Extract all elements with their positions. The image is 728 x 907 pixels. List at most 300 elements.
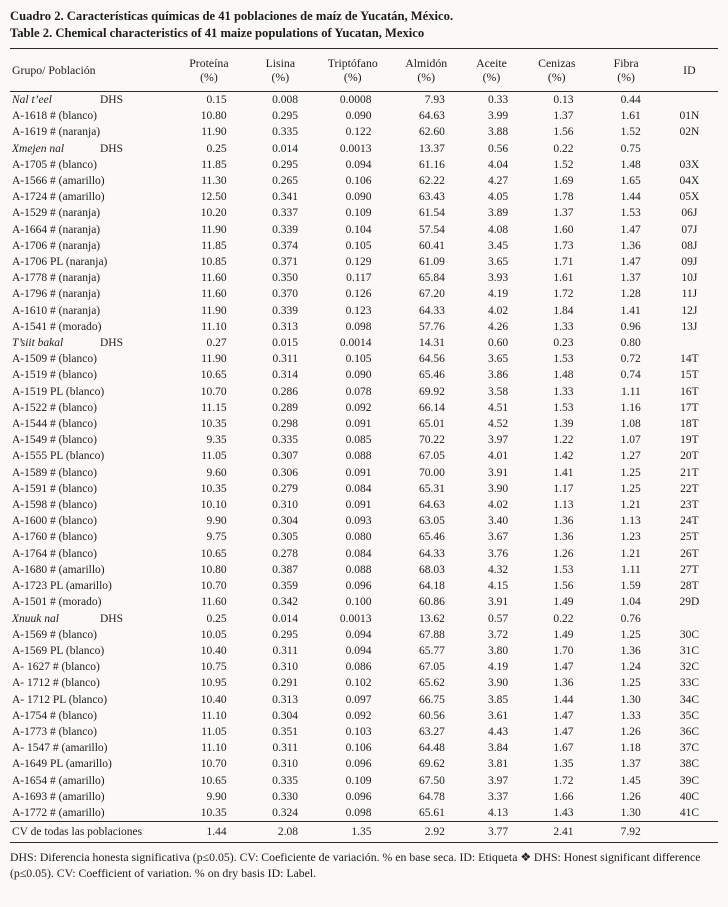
cell-fibra: 1.28 — [620, 288, 641, 301]
cell-aceite: 3.80 — [487, 644, 509, 657]
column-unit: (%) — [547, 70, 566, 84]
cell-population — [10, 92, 171, 109]
cell-fibra: 0.80 — [620, 337, 641, 350]
cell-id: 18T — [680, 418, 699, 431]
cell-id: 41C — [679, 806, 699, 819]
cell-almidon: 62.22 — [419, 175, 445, 188]
cell-almidon: 65.01 — [419, 418, 445, 431]
cell-almidon: 67.50 — [419, 774, 445, 787]
cell-id — [661, 822, 718, 843]
cell-id: 15T — [680, 369, 699, 382]
cell-triptofano: 0.106 — [345, 742, 372, 755]
title-block — [10, 8, 718, 42]
table-row — [10, 756, 718, 772]
cell-lisina: 0.304 — [272, 709, 298, 722]
cell-aceite: 3.97 — [487, 434, 509, 447]
cell-lisina: 0.295 — [272, 110, 298, 123]
cell-aceite: 3.65 — [487, 353, 509, 366]
group-name: T’siit bakal — [12, 337, 64, 350]
column-label: Aceite — [476, 56, 507, 70]
table-row — [10, 222, 718, 238]
cell-id: 29D — [679, 596, 700, 609]
cell-population: A-1591 # (blanco) — [12, 482, 97, 495]
table-row — [10, 173, 718, 189]
cell-triptofano: 0.091 — [345, 466, 372, 479]
cell-lisina: 0.008 — [272, 94, 298, 106]
cell-fibra: 1.23 — [620, 531, 641, 544]
cell-id: 19T — [680, 434, 699, 447]
cell-id: 27T — [680, 563, 699, 576]
cell-fibra: 1.59 — [620, 580, 641, 593]
cell-cenizas: 1.47 — [553, 661, 574, 674]
table-row — [10, 384, 718, 400]
cell-population: A- 1627 # (blanco) — [12, 661, 100, 674]
cell-fibra: 7.92 — [620, 826, 641, 839]
cell-proteina: 11.60 — [201, 596, 227, 609]
cell-population: A-1600 # (blanco) — [12, 515, 97, 528]
cell-almidon: 70.22 — [419, 434, 445, 447]
cell-cenizas: 1.37 — [553, 207, 574, 220]
column-unit: (%) — [271, 70, 290, 84]
cell-triptofano: 0.078 — [345, 385, 372, 398]
cell-cenizas: 1.84 — [553, 304, 574, 317]
group-name: Xnuuk nal — [12, 612, 59, 625]
cell-triptofano: 0.091 — [345, 418, 372, 431]
cell-cenizas: 1.35 — [553, 758, 574, 771]
cell-fibra: 1.33 — [620, 709, 641, 722]
cell-proteina: 0.27 — [206, 337, 227, 350]
cell-triptofano: 0.091 — [345, 499, 372, 512]
cell-proteina: 10.80 — [200, 110, 227, 123]
cell-lisina: 0.370 — [272, 288, 298, 301]
cell-cenizas: 1.39 — [553, 418, 574, 431]
cell-lisina: 0.265 — [272, 175, 298, 188]
group-dhs-row — [10, 611, 718, 627]
cell-population: A-1654 # (amarillo) — [12, 774, 105, 787]
cell-aceite: 3.86 — [487, 369, 509, 382]
table-row — [10, 513, 718, 529]
cell-aceite: 4.02 — [487, 499, 509, 512]
cell-fibra: 1.37 — [620, 272, 641, 285]
table-title-spanish: Cuadro 2. Características químicas de 41 poblaciones de maíz de Yucatán, México. — [10, 9, 454, 23]
cell-fibra: 1.21 — [620, 499, 641, 512]
cell-population: A-1723 PL (amarillo) — [12, 580, 112, 593]
cell-lisina: 2.08 — [277, 826, 298, 839]
cell-fibra: 1.27 — [620, 450, 641, 463]
cell-population: A-1706 PL (naranja) — [12, 256, 108, 269]
cell-cenizas: 1.36 — [553, 531, 574, 544]
cell-cenizas: 1.56 — [553, 580, 574, 593]
cell-triptofano: 0.0008 — [339, 94, 372, 106]
cell-triptofano: 0.086 — [345, 661, 372, 674]
cell-almidon: 67.05 — [419, 661, 445, 674]
cell-id: 33C — [679, 677, 699, 690]
cell-almidon: 70.00 — [419, 466, 445, 479]
cell-aceite: 0.57 — [487, 612, 509, 625]
cell-triptofano: 0.098 — [345, 806, 372, 819]
cell-cenizas: 1.37 — [553, 110, 574, 123]
cell-almidon: 64.33 — [419, 547, 445, 560]
cell-almidon: 64.63 — [419, 499, 445, 512]
cell-aceite: 3.76 — [487, 547, 509, 560]
dhs-label: DHS — [100, 94, 124, 106]
cell-cenizas: 1.33 — [553, 320, 574, 333]
cell-fibra: 1.25 — [620, 628, 641, 641]
cell-almidon: 67.20 — [419, 288, 445, 301]
cell-aceite: 3.99 — [487, 110, 509, 123]
column-unit: (%) — [482, 70, 501, 84]
cell-lisina: 0.335 — [272, 434, 298, 447]
cell-cenizas: 1.36 — [553, 677, 574, 690]
cell-aceite: 3.40 — [487, 515, 509, 528]
column-label: Triptófano — [327, 56, 378, 70]
cell-triptofano: 0.080 — [345, 531, 372, 544]
cell-almidon: 69.92 — [419, 385, 445, 398]
cell-proteina: 11.05 — [201, 725, 227, 738]
cell-lisina: 0.330 — [272, 790, 298, 803]
cell-triptofano: 0.094 — [345, 644, 372, 657]
cell-triptofano: 0.090 — [345, 369, 372, 382]
cell-cenizas: 1.41 — [553, 466, 574, 479]
group-dhs-row — [10, 92, 718, 109]
table-row — [10, 594, 718, 610]
cell-cenizas: 1.48 — [553, 369, 574, 382]
cell-id: 09J — [681, 256, 698, 269]
cell-almidon: 69.62 — [419, 758, 445, 771]
cell-almidon: 64.33 — [419, 304, 445, 317]
table-row — [10, 189, 718, 205]
cell-aceite: 3.84 — [487, 742, 509, 755]
column-label: Cenizas — [538, 56, 576, 70]
cell-id: 07J — [681, 223, 698, 236]
cell-population: A- 1712 # (blanco) — [12, 677, 100, 690]
cell-almidon: 61.54 — [419, 207, 445, 220]
cell-population: A-1509 # (blanco) — [12, 353, 97, 366]
cell-id — [661, 92, 718, 109]
cell-id: 10J — [681, 272, 698, 285]
cell-lisina: 0.311 — [272, 353, 298, 366]
cell-fibra: 1.21 — [620, 547, 641, 560]
cell-lisina: 0.305 — [272, 531, 298, 544]
table-row — [10, 124, 718, 140]
cell-triptofano: 0.084 — [345, 547, 372, 560]
cell-id: 02N — [679, 126, 700, 139]
table-row — [10, 205, 718, 221]
cell-population: A-1619 # (naranja) — [12, 126, 101, 139]
cell-almidon: 57.54 — [419, 223, 445, 236]
table-row — [10, 351, 718, 367]
table-row — [10, 675, 718, 691]
cell-fibra: 0.74 — [620, 369, 641, 382]
cell-aceite: 3.81 — [487, 758, 509, 771]
cell-id: 08J — [681, 239, 698, 252]
cell-fibra: 1.08 — [620, 418, 641, 431]
cell-proteina: 10.75 — [200, 661, 227, 674]
cell-lisina: 0.014 — [272, 612, 298, 625]
cell-proteina: 9.90 — [206, 790, 227, 803]
table-row — [10, 529, 718, 545]
cell-cenizas: 1.66 — [553, 790, 574, 803]
table-row — [10, 692, 718, 708]
column-header-aceite — [461, 49, 522, 92]
cell-fibra: 1.41 — [620, 304, 641, 317]
table-row — [10, 303, 718, 319]
cell-id: 20T — [680, 450, 699, 463]
group-name: Nal t’eel — [12, 94, 52, 106]
cell-population: A-1618 # (blanco) — [12, 110, 97, 123]
cell-proteina: 10.05 — [200, 628, 227, 641]
cell-proteina: 9.60 — [206, 466, 227, 479]
cell-proteina: 10.35 — [200, 806, 227, 819]
table-row — [10, 416, 718, 432]
cell-almidon: 64.63 — [419, 110, 445, 123]
cell-almidon: 61.09 — [419, 256, 445, 269]
cell-id: 37C — [679, 742, 699, 755]
cell-population: A-1772 # (amarillo) — [12, 806, 105, 819]
cell-almidon: 13.62 — [419, 612, 445, 625]
table-row — [10, 773, 718, 789]
cell-id: 31C — [679, 644, 699, 657]
cell-fibra: 1.26 — [620, 725, 641, 738]
cell-aceite: 4.05 — [487, 191, 509, 204]
cell-cenizas: 1.69 — [553, 175, 574, 188]
column-unit: (%) — [200, 70, 218, 84]
cell-triptofano: 0.092 — [345, 401, 372, 414]
cell-id: 12J — [681, 304, 698, 317]
cell-cenizas: 2.41 — [553, 826, 574, 839]
cell-population: A-1589 # (blanco) — [12, 466, 97, 479]
cell-triptofano: 0.0014 — [339, 337, 372, 350]
cell-lisina: 0.371 — [272, 256, 298, 269]
cell-triptofano: 0.126 — [345, 288, 372, 301]
cell-population: A-1773 # (blanco) — [12, 725, 97, 738]
cell-proteina: 11.60 — [201, 272, 227, 285]
cell-proteina: 10.65 — [200, 369, 227, 382]
cell-aceite: 4.13 — [487, 806, 509, 819]
cell-population: A-1664 # (naranja) — [12, 223, 101, 236]
cell-triptofano: 0.092 — [345, 709, 372, 722]
cell-almidon: 61.16 — [419, 158, 445, 171]
cell-triptofano: 0.088 — [345, 450, 372, 463]
cell-triptofano: 0.109 — [345, 207, 372, 220]
cell-aceite: 4.04 — [487, 158, 509, 171]
cell-almidon: 7.93 — [424, 94, 445, 106]
column-label: Grupo/ Población — [12, 63, 96, 77]
column-label: Almidón — [405, 56, 448, 70]
cell-population: A-1501 # (morado) — [12, 596, 102, 609]
cell-fibra: 1.45 — [620, 774, 641, 787]
cell-proteina: 10.80 — [200, 563, 227, 576]
cell-population: A- 1547 # (amarillo) — [12, 742, 108, 755]
cell-cenizas: 0.22 — [553, 612, 574, 625]
table-row — [10, 562, 718, 578]
cell-aceite: 4.19 — [487, 661, 509, 674]
cell-lisina: 0.324 — [272, 806, 298, 819]
column-header-almidon — [392, 49, 461, 92]
cell-almidon: 67.05 — [419, 450, 445, 463]
table-row — [10, 254, 718, 270]
cell-fibra: 1.07 — [620, 434, 641, 447]
cell-aceite: 4.27 — [487, 175, 509, 188]
cell-cenizas: 1.13 — [553, 499, 574, 512]
cell-aceite: 3.67 — [487, 531, 509, 544]
table-row — [10, 432, 718, 448]
cell-population — [10, 335, 171, 351]
cell-lisina: 0.350 — [272, 272, 298, 285]
cell-proteina: 10.10 — [200, 499, 227, 512]
cell-proteina: 11.60 — [201, 288, 227, 301]
cell-cenizas: 1.73 — [553, 239, 574, 252]
cell-cenizas: 0.23 — [553, 337, 574, 350]
cell-fibra: 1.44 — [620, 191, 641, 204]
cell-cenizas: 1.43 — [553, 806, 574, 819]
header-row — [10, 49, 718, 92]
cell-fibra: 1.26 — [620, 790, 641, 803]
cell-id: 14T — [680, 353, 699, 366]
cell-population: A-1764 # (blanco) — [12, 547, 97, 560]
cell-aceite: 3.89 — [487, 207, 509, 220]
table-row — [10, 708, 718, 724]
cell-id: 04X — [679, 175, 700, 188]
cell-cenizas: 1.22 — [553, 434, 574, 447]
cell-id: 01N — [679, 110, 700, 123]
cell-aceite: 3.61 — [487, 709, 509, 722]
cell-id: 17T — [680, 401, 699, 414]
cell-lisina: 0.337 — [272, 207, 298, 220]
cell-aceite: 3.65 — [487, 256, 509, 269]
cell-lisina: 0.342 — [272, 596, 298, 609]
table-row — [10, 481, 718, 497]
cell-fibra: 1.61 — [620, 110, 641, 123]
cell-cenizas: 1.53 — [553, 353, 574, 366]
cell-lisina: 0.359 — [272, 580, 298, 593]
cell-lisina: 0.313 — [272, 693, 298, 706]
cell-triptofano: 0.0013 — [339, 142, 372, 155]
cell-population: A-1569 PL (blanco) — [12, 644, 105, 657]
cell-aceite: 3.88 — [487, 126, 509, 139]
cell-proteina: 11.85 — [201, 158, 227, 171]
table-row — [10, 157, 718, 173]
cell-lisina: 0.291 — [272, 677, 298, 690]
table-row — [10, 546, 718, 562]
cell-population: A-1529 # (naranja) — [12, 207, 101, 220]
cell-almidon: 68.03 — [419, 563, 445, 576]
cell-aceite: 3.37 — [487, 790, 509, 803]
cell-lisina: 0.351 — [272, 725, 298, 738]
table-row — [10, 400, 718, 416]
cell-fibra: 1.16 — [620, 401, 641, 414]
cell-cenizas: 1.67 — [553, 742, 574, 755]
cell-fibra: 1.04 — [620, 596, 641, 609]
cell-triptofano: 0.100 — [345, 596, 372, 609]
cell-almidon: 57.76 — [419, 320, 445, 333]
cell-population: CV de todas las poblaciones — [12, 826, 143, 839]
cell-triptofano: 0.102 — [345, 677, 372, 690]
cell-cenizas: 1.72 — [553, 774, 574, 787]
cell-id: 22T — [680, 482, 699, 495]
cell-lisina: 0.289 — [272, 401, 298, 414]
cell-population: A-1555 PL (blanco) — [12, 450, 105, 463]
cell-proteina: 10.70 — [200, 758, 227, 771]
table-row — [10, 627, 718, 643]
cell-almidon: 62.60 — [419, 126, 445, 139]
cell-triptofano: 0.090 — [345, 191, 372, 204]
cell-lisina: 0.295 — [272, 158, 298, 171]
cell-cenizas: 1.47 — [553, 709, 574, 722]
cell-fibra: 0.96 — [620, 320, 641, 333]
cell-fibra: 0.44 — [620, 94, 641, 106]
cell-id: 03X — [679, 158, 700, 171]
cell-almidon: 65.61 — [419, 806, 445, 819]
cell-almidon: 60.41 — [419, 239, 445, 252]
cell-aceite: 0.60 — [487, 337, 509, 350]
cell-fibra: 1.11 — [621, 563, 641, 576]
cell-population: A-1519 PL (blanco) — [12, 385, 105, 398]
cell-fibra: 0.76 — [620, 612, 641, 625]
cell-cenizas: 1.49 — [553, 628, 574, 641]
cell-id: 30C — [679, 628, 699, 641]
cell-population: A-1519 # (blanco) — [12, 369, 97, 382]
cell-aceite: 0.33 — [487, 94, 509, 106]
cell-population: A-1522 # (blanco) — [12, 401, 97, 414]
cell-lisina: 0.339 — [272, 304, 298, 317]
cell-id: 23T — [680, 499, 699, 512]
column-header-id — [661, 49, 718, 92]
cell-triptofano: 0.090 — [345, 110, 372, 123]
cell-aceite: 3.93 — [487, 272, 509, 285]
cell-cenizas: 1.70 — [553, 644, 574, 657]
cell-cenizas: 0.22 — [553, 142, 574, 155]
cell-population — [10, 611, 171, 627]
cell-lisina: 0.311 — [272, 644, 298, 657]
cell-proteina: 10.70 — [200, 385, 227, 398]
table-row — [10, 497, 718, 513]
cell-population: A-1796 # (naranja) — [12, 288, 101, 301]
cell-fibra: 1.36 — [620, 239, 641, 252]
cell-proteina: 9.90 — [206, 515, 227, 528]
cell-cenizas: 1.53 — [553, 401, 574, 414]
cell-population: A-1541 # (morado) — [12, 320, 102, 333]
cell-triptofano: 0.094 — [345, 158, 372, 171]
cell-almidon: 63.05 — [419, 515, 445, 528]
table-row — [10, 740, 718, 756]
cell-lisina: 0.311 — [272, 742, 298, 755]
cell-almidon: 63.27 — [419, 725, 445, 738]
cell-id: 38C — [679, 758, 699, 771]
cell-aceite: 4.01 — [487, 450, 509, 463]
cell-fibra: 1.25 — [620, 466, 641, 479]
cell-id: 32C — [679, 661, 699, 674]
table-row — [10, 465, 718, 481]
dhs-label: DHS — [100, 142, 124, 155]
cell-proteina: 10.70 — [200, 580, 227, 593]
cell-id: 06J — [681, 207, 698, 220]
table-row — [10, 270, 718, 286]
cell-aceite: 3.77 — [487, 826, 509, 839]
cell-almidon: 65.46 — [419, 531, 445, 544]
cell-lisina: 0.310 — [272, 499, 298, 512]
cell-lisina: 0.339 — [272, 223, 298, 236]
cell-lisina: 0.307 — [272, 450, 298, 463]
cell-fibra: 1.25 — [620, 677, 641, 690]
cell-aceite: 3.58 — [487, 385, 509, 398]
cell-fibra: 1.30 — [620, 806, 641, 819]
cell-fibra: 1.11 — [621, 385, 641, 398]
cell-cenizas: 1.61 — [553, 272, 574, 285]
cell-fibra: 0.75 — [620, 142, 641, 155]
table-row — [10, 643, 718, 659]
cell-almidon: 60.56 — [419, 709, 445, 722]
